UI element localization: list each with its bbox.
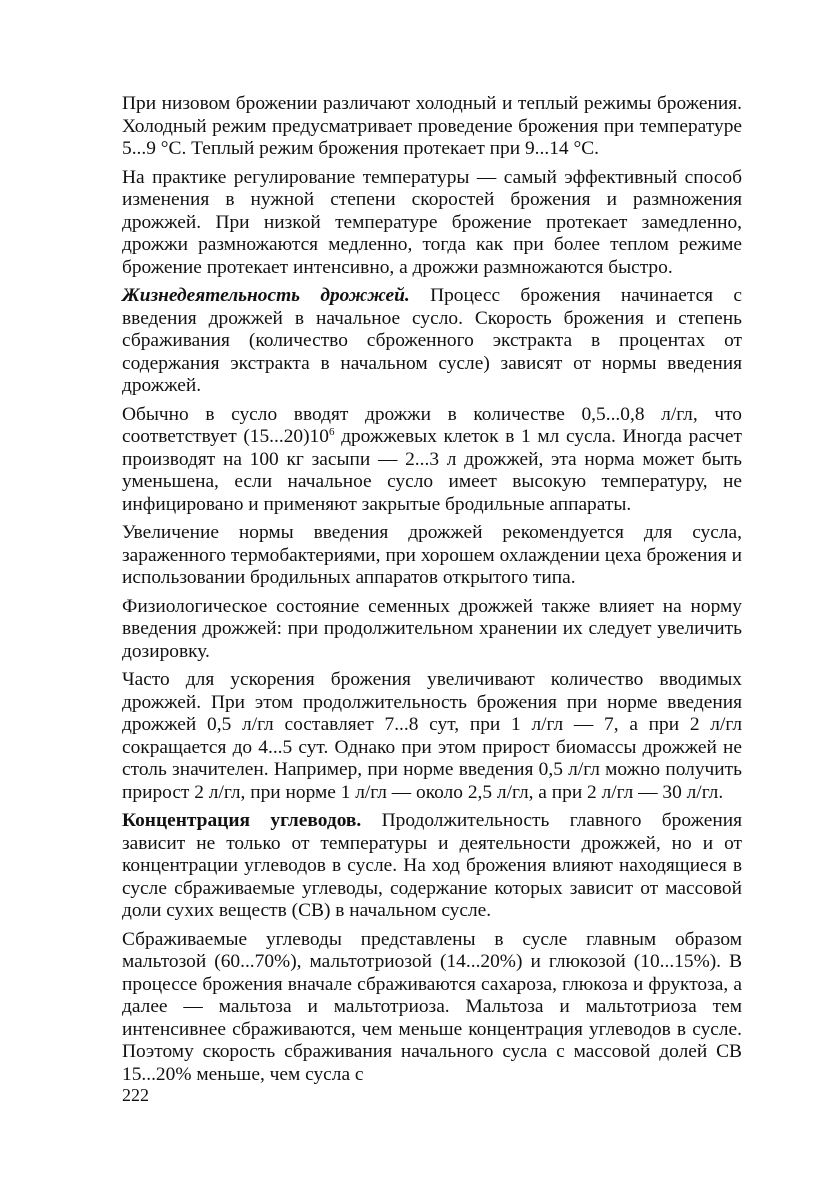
paragraph-increase-dosage <box>122 522 742 590</box>
document-page <box>122 93 742 1092</box>
paragraph-carbohydrate-concentration <box>122 810 742 923</box>
paragraph-text: Физиологическое состояние семенных дрожжей также влияет на норму введения дрожжей: при продолжительном хранении их следует увеличить дозировку. <box>122 595 742 662</box>
exponent: 6 <box>328 426 335 438</box>
paragraph-text: При низовом брожении различают холодный и теплый режимы брожения. Холодный режим предусматривает проведение брожения при температуре 5...9 °С. Теплый режим брожения протекает при 9...14 °С. <box>122 93 742 159</box>
paragraph-text: дрожжевых клеток в 1 мл сусла. Иногда расчет производят на 100 кг засыпи — 2...3 л дрожжей, эта норма может быть уменьшена, если начальное сусло имеет высокую температуру, не инфицировано и применяют закрытые бродильные аппараты. <box>122 426 742 515</box>
paragraph-text: Часто для ускорения брожения увеличивают количество вводимых дрожжей. При этом продолжительность брожения при норме введения дрожжей 0,5 л/гл составляет 7...8 сут, при 1 л/гл — 7, а при 2 л/гл сокращается до 4...5 сут. Однако при этом прирост биомассы дрожжей не столь значителен. Например, при норме введения 0,5 л/гл можно получить прирост 2 л/гл, при норме 1 л/гл — около 2,5 л/гл, а при 2 л/гл — 30 л/гл. <box>122 669 742 803</box>
paragraph-text: Увеличение нормы введения дрожжей рекомендуется для сусла, зараженного термобактериями, при хорошем охлаждении цеха брожения и использовании бродильных аппаратов открытого типа. <box>122 522 742 588</box>
paragraph-temperature-regulation <box>122 167 742 280</box>
paragraph-low-fermentation <box>122 93 742 161</box>
paragraph-fermentable-carbohydrates <box>122 929 742 1087</box>
section-heading-yeast-activity: Жизнедеятельность дрожжей. <box>122 285 410 306</box>
paragraph-text: Обычно в сусло вводят дрожжи в количестве 0,5...0,8 л/гл, что соответствует (15...20)10 <box>122 403 742 447</box>
page-number: 222 <box>122 1085 149 1105</box>
paragraph-text: Продолжительность главного брожения зависит не только от температуры и деятельности дрожжей, но и от концентрации углеводов в сусле. На ход брожения влияют находящиеся в сусле сбраживаемые углеводы, содержание которых зависит от массовой доли сухих веществ (СВ) в начальном сусле. <box>122 810 742 921</box>
paragraph-acceleration <box>122 669 742 804</box>
paragraph-text: Процесс брожения начинается с введения дрожжей в начальное сусло. Скорость брожения и степень сбраживания (количество сброженного экстракта в процентах от содержания экстракта в начальном сусле) зависят от нормы введения дрожжей. <box>122 285 742 396</box>
paragraph-text: На практике регулирование температуры — самый эффективный способ изменения в нужной степени скоростей брожения и размножения дрожжей. При низкой температуре брожение протекает замедленно, дрожжи размножаются медленно, тогда как при более теплом режиме брожение протекает интенсивно, а дрожжи размножаются быстро. <box>122 166 742 278</box>
section-heading-carbohydrate-concentration: Концентрация углеводов. <box>122 810 362 831</box>
paragraph-physiological-state <box>122 596 742 664</box>
paragraph-yeast-dosage <box>122 404 742 517</box>
paragraph-yeast-activity <box>122 285 742 398</box>
paragraph-text: Сбраживаемые углеводы представлены в сусле главным образом мальтозой (60...70%), мальтотриозой (14...20%) и глюкозой (10...15%). В процессе брожения вначале сбраживаются сахароза, глюкоза и фруктоза, а далее — мальтоза и мальтотриоза. Мальтоза и мальтотриоза тем интенсивнее сбраживаются, чем меньше концентрация углеводов в сусле. Поэтому скорость сбраживания начального сусла с массовой долей СВ 15...20% меньше, чем сусла с <box>122 928 742 1085</box>
